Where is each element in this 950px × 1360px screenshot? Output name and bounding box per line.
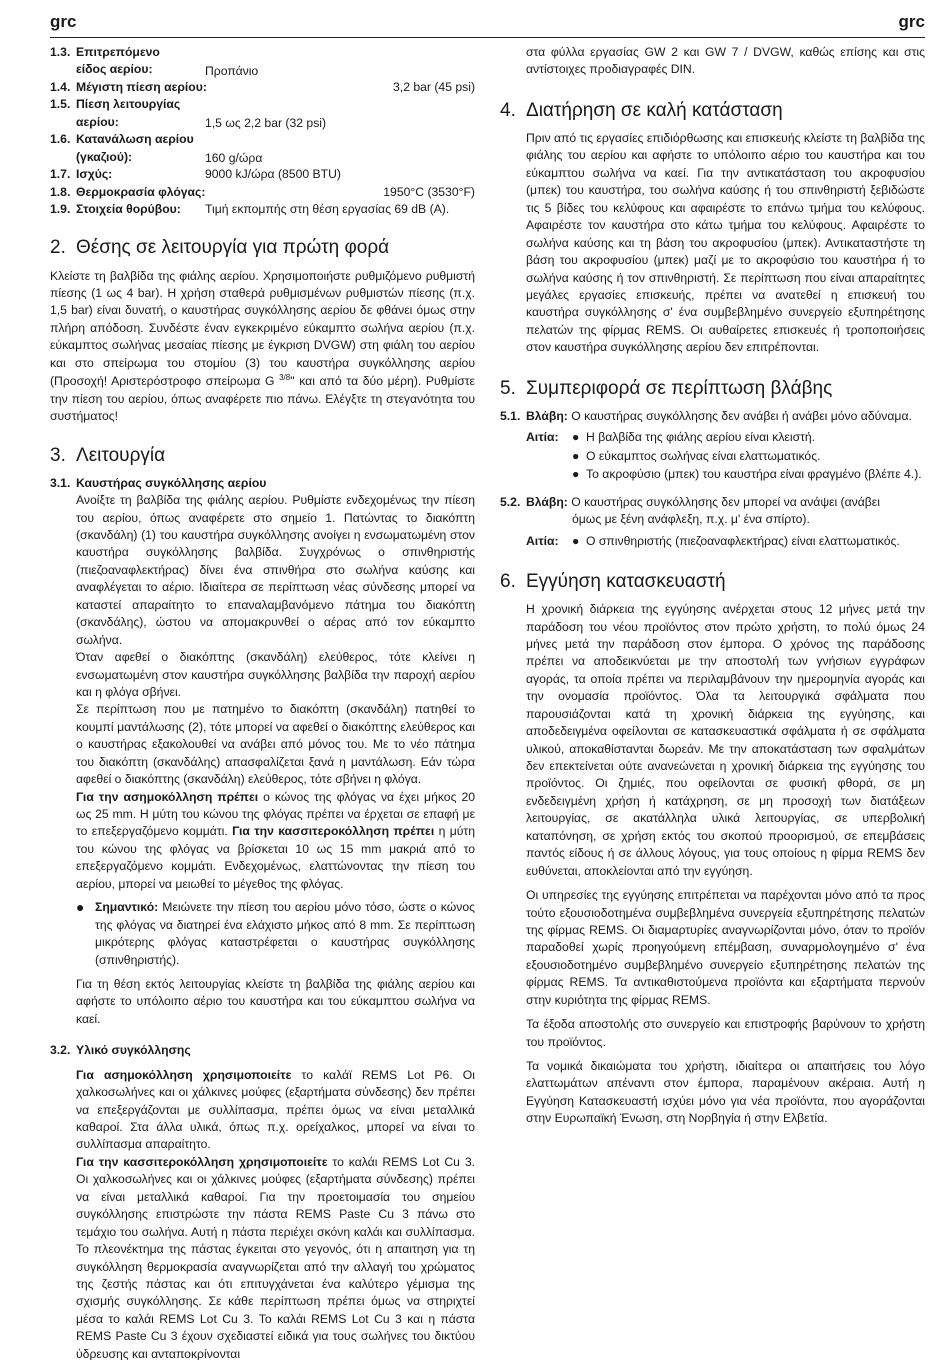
cause-item: Αιτία: ● Η βαλβίδα της φιάλης αερίου είναι κλειστή. — [500, 429, 925, 446]
spec-value: 1950°C (3530°F) — [383, 184, 475, 199]
spec-label: είδος αερίου: — [76, 62, 153, 77]
section-title: Λειτουργία — [76, 444, 166, 466]
superscript: 3/8 — [279, 373, 291, 383]
bullet-icon: ● — [572, 430, 580, 445]
paragraph: Για την ασημοκόλληση πρέπει ο κώνος της φλόγας να έχει μήκος 20 ως 25 mm. Η μύτη του κώνου της φλόγας πρέπει να έρχεται σε επαφή με το επεξεργαζόμενο κομμάτι. Για την κασσιτεροκόλληση πρέπει η μύτη του κώνου της φλόγας να βρίσκεται 10 ως 15 mm μακριά από το επεξεργαζόμενο κομμάτι. Ενδεχομένως, ελαττώνοντας την πίεση του αερίου, μπορεί να μειωθεί το μέγεθος της φλόγας. — [76, 789, 476, 891]
spec-label: Ισχύς: — [76, 167, 113, 182]
spec-value: 3,2 bar (45 psi) — [393, 79, 475, 94]
paragraph: Τα νομικά δικαιώματα του χρήστη, ιδιαίτερα οι απαιτήσεις του λόγο ελαττωμάτων απέναντι στον έμπορα, παραμένουν ακέραια. Αυτή η Εγγύηση Κατασκευαστή ισχύει μόνο για νέα προϊόντα, που αγοράζονται στην Ευρωπαϊκή Ένωση, στη Νορβηγία ή στην Ελβετία. — [526, 1059, 925, 1126]
spec-value: 160 g/ώρα — [205, 151, 263, 166]
subsection-body — [50, 492, 475, 893]
spec-label: (γκαζιού): — [76, 149, 133, 164]
cause-item: Αιτία: ● Ο σπινθηριστής (πιεζοαναφλεκτήρας) είναι ελαττωματικός. — [500, 533, 925, 550]
fault-item: 5.2. Βλάβη: Ο καυστήρας συγκόλλησης δεν μπορεί να ανάψει (ανάβει όμως με ξένη ανάφλεξη, π.χ. μ' ένα σπίρτο). — [500, 494, 880, 527]
section-title: Θέσης σε λειτουργία για πρώτη φορά — [76, 237, 390, 259]
bullet-icon: ● — [572, 533, 580, 548]
spec-row — [50, 44, 475, 79]
section-title: Συμπεριφορά σε περίπτωση βλάβης — [526, 377, 833, 399]
bullet-icon: ● — [572, 448, 580, 463]
left-column — [50, 44, 475, 1360]
spec-num: 1.4. — [50, 79, 71, 94]
bullet-item: ● Σημαντικό: Μειώνετε την πίεση του αερίου μόνο τόσο, ώστε ο κώνος της φλόγας να διατηρεί ένα ελάχιστο μήκος από 8 mm. Σε περίπτωση μικρότερης φλόγας καταστρέφεται ο καυστήρας συγκόλλησης (σπινθηριστής). — [50, 899, 475, 969]
paragraph: Όταν αφεθεί ο διακόπτης (σκανδάλη) ελεύθερος, τότε κλείνει η ενσωματωμένη στον καυστήρα συγκόλλησης βαλβίδα την παροχή αερίου και η φλόγα σβήνει. — [76, 650, 475, 699]
spec-row — [50, 166, 475, 183]
subsection-heading: 3.2. Υλικό συγκόλλησης — [50, 1043, 191, 1058]
paragraph: Η χρονική διάρκεια της εγγύησης ανέρχεται στους 12 μήνες μετά την παράδοση του νέου προϊόντος στον πρώτο χρήστη, το πολύ όμως 24 μήνες μετά την παράδοση στον έμπορα. Ο χρόνος της παράδοσης πρέπει να αποδεικνύεται με την αποστολή των γνήσιων εγγράφων αγοράς, τα οποία πρέπει να περιλαμβάνουν την ημερομηνία αγοράς και την ονομασία προϊόντος. Όλα τα λειτουργικά σφάλματα που παρουσιάζονται κατά τη χρονική διάρκεια της εγγύησης, και αποδεδειγμένα οφείλονται σε κατασκευαστικά σφάλματα ή σε σφάλματα υλικού, αποκαθίστανται δωρεάν. Με την αποκατάσταση των σφαλμάτων δεν επεκτείνεται ούτε ανανεώνεται η χρονική διάρκεια της εγγύησης του προϊόντος. Οι ζημιές, που οφείλονται σε φυσική φθορά, σε μη ενδεδειγμένη χρήση ή κατάχρηση, σε μη προσοχή των διατάξεων λειτουργίας, σε ακατάλληλα υλικά λειτουργίας, σε υπερβολική καταπόνηση, σε χρήση εκτός του σκοπού προορισμού, σε επεμβάσεις παντός είδους ή σε άλλους λόγους, για τους οποίους η φίρμα REMS δεν ευθύνεται, αποκλείονται από την εγγύηση. — [526, 602, 925, 878]
spec-value: 9000 kJ/ώρα (8500 BTU) — [205, 167, 341, 182]
spec-row — [50, 201, 475, 218]
fault-item: 5.1. Βλάβη: Ο καυστήρας συγκόλλησης δεν ανάβει ή ανάβει μόνο αδύναμα. — [500, 408, 912, 423]
spec-num: 1.9. — [50, 201, 71, 216]
section-number: 2. — [50, 237, 66, 259]
paragraph: Οι υπηρεσίες της εγγύησης επιτρέπεται να παρέχονται μόνο από τα προς τούτο εξουσιοδοτημένα συμβεβλημένα συνεργεία εξυπηρέτησης πελατών της φίρμας REMS. Οι διαμαρτυρίες αναγνωρίζονται μόνο, όταν το προϊόν παραδοθεί χωρίς προηγούμενη επέμβαση, συναρμολογημένο σ' ένα εξουσιοδοτημένο συμβεβλημένο συνεργείο εξυπηρέτησης πελατών της φίρμας REMS. Τα αντικαθιστούμενα προϊόντα και εξαρτήματα περνούν στην κυριότητα της φίρμας REMS. — [526, 888, 925, 1007]
spec-num: 1.7. — [50, 167, 71, 182]
spec-value: Τιμή εκπομπής στη θέση εργασίας 69 dB (A). — [205, 201, 450, 216]
header-lang-right: grc — [898, 12, 925, 31]
subsection-body — [500, 44, 925, 79]
spec-value: 1,5 ως 2,2 bar (32 psi) — [205, 116, 327, 131]
section-heading — [500, 375, 925, 402]
header-lang-left: grc — [50, 12, 77, 31]
section-number: 5. — [500, 377, 516, 399]
paragraph: στα φύλλα εργασίας GW 2 και GW 7 / DVGW, καθώς επίσης και στις αντίστοιχες προδιαγραφές DIN. — [526, 45, 925, 77]
spec-num: 1.5. — [50, 97, 71, 112]
spec-row — [50, 184, 475, 201]
spec-value: Προπάνιο — [205, 64, 259, 78]
paragraph: Πριν από τις εργασίες επιδιόρθωσης και επισκευής κλείστε τη βαλβίδα της φιάλης του αερίου και αφήστε το υπόλοιπο αέριο του καυστήρα και του εύκαμπτου σωλήνα να καεί. Για την αντικατάσταση του ακροφυσίου (μπεκ) του καυστήρα, του σωλήνα καύσης ή του σπινθηριστή ξεβιδώστε τις 5 βίδες του κελύφους και αφαιρέστε το επάνω τμήμα του κελύφους. Αφαιρέστε τον καυστήρα στο κάτω τμήμα του κελύφους. Αφαιρέστε το σωλήνα καύσης και τη βάση του ακροφυσίου (μπεκ). Αντικαταστήστε τη βάση του ακροφυσίου (μπεκ) μαζί με το ακροφύσιο του καυστήρα ή το σωλήνα καύσης ή τον σπινθηριστή. Σε περίπτωση που είναι απαραίτητες μεγάλες εργασίες επισκευής, πρέπει να ανατεθεί η επισκευή του καυστήρα συγκόλλησης σ' ένα συμβεβλημένο συνεργείο εξυπηρέτησης πελατών της φίρμας REMS. Οι αυθαίρετες επισκευές ή τροποποιήσεις στον καυστήρα συγκόλλησης αερίου δεν επιτρέπονται. — [526, 131, 925, 355]
section-heading — [50, 442, 475, 469]
spec-label: Επιτρεπόμενο — [76, 45, 160, 59]
spec-row — [50, 79, 475, 96]
paragraph: Ανοίξτε τη βαλβίδα της φιάλης αερίου. Ρυθμίστε ενδεχομένως την πίεση του αερίου, όπως αναφέρετε στο σημείο 1. Πατώντας το διακόπτη (σκανδάλη) (1) του καυστήρα συγκόλλησης ανοίγει η ενσωματωμένη στον καυστήρα συγκόλλησης βαλβίδα. Συγχρόνως ο σπινθηριστής (πιεζοαναφλεκτήρας) δίνει ένα σπινθήρα στο σωλήνα καύσης και αναφλέγεται το αέριο. Ιδιαίτερα σε περίπτωση νέας σύνδεσης μπορεί να καταστεί απαραίτητο το επαναλαμβανόμενο πάτημα του διακόπτη (σκανδάλης), ώστου να απομακρυνθεί ο αέρας από τον εύκαμπτο σωλήνα. — [76, 493, 475, 647]
spec-label: Θερμοκρασία φλόγας: — [76, 184, 206, 199]
spec-label: Μέγιστη πίεση αερίου: — [76, 79, 207, 94]
subsection-body — [50, 1067, 475, 1360]
spec-label: Κατανάλωση αερίου — [76, 132, 194, 147]
paragraph: Σε περίπτωση που με πατημένο το διακόπτη (σκανδάλη) πατηθεί το κουμπί μαντάλωσης (2), τότε μπορεί να αφεθεί ο διακόπτης ελεύθερος και ο καυστήρας εξακολουθεί να ανάβει από μόνος του. Με το νέο πάτημα του διακόπτη (σκανδάλης) απασφαλίζεται ξανά η μαντάλωση. Εάν τώρα αφεθεί ο διακόπτης (σκανδάλη) ελεύθερος, τότε σβήνει η φλόγα. — [76, 702, 475, 787]
spec-label: αερίου: — [76, 114, 119, 129]
spec-row — [50, 131, 475, 166]
spec-label: Πίεση λειτουργίας — [76, 97, 181, 112]
subsection-body — [500, 130, 925, 357]
subsection-body — [50, 976, 475, 1028]
section-title: Διατήρηση σε καλή κατάσταση — [526, 99, 783, 121]
section-number: 3. — [50, 444, 66, 466]
paragraph: Τα έξοδα αποστολής στο συνεργείο και επιστροφής βαρύνουν το χρήστη του προϊόντος. — [526, 1017, 925, 1049]
paragraph: Για ασημοκόλληση χρησιμοποιείτε το καλάϊ REMS Lot P6. Οι χαλκοσωλήνες και οι χάλκινες μούφες (εξαρτήματα σύνδεσης) δεν πρέπει να επεξεργάζονται με συλλίπασμα, πρέπει όμως να είναι μεταλλικά καθαροί. Στα άλλα υλικά, όπως π.χ. ορείχαλκος, μπορεί να είναι το συλλίπασμα απαραίτητο. — [76, 1067, 475, 1152]
spec-list — [50, 44, 475, 218]
section-heading — [500, 568, 925, 595]
section-title: Εγγύηση κατασκευαστή — [526, 570, 726, 592]
paragraph: Για τη θέση εκτός λειτουργίας κλείστε τη βαλβίδα της φιάλης αερίου και αφήστε το υπόλοιπο αέριο του καυστήρα και του εύκαμπτου σωλήνα να καεί. — [76, 976, 475, 1026]
page-header — [50, 10, 925, 38]
section-heading — [50, 234, 475, 261]
section-number: 4. — [500, 99, 516, 121]
bullet-icon: ● — [572, 467, 580, 482]
cause-item: ● Το ακροφύσιο (μπεκ) του καυστήρα είναι φραγμένο (βλέπε 4.). — [500, 466, 925, 483]
spec-row — [50, 96, 475, 131]
paragraph: Για την κασσιτεροκόλληση χρησιμοποιείτε το καλάι REMS Lot Cu 3. Οι χαλκοσωλήνες και οι χάλκινες μούφες (εξαρτήματα σύνδεσης) πρέπει να είναι μεταλλικά καθαροί. Για την προετοιμασία του σημείου συγκόλλησης επιστρώστε την πάστα REMS Paste Cu 3 πάνω στο τεμάχιο του σωλήνα. Αυτή η πάστα περιέχει σκόνη καλάι και συλλίπασμα. Το πλεονέκτημα της πάστας έγκειται στο γεγονός, ότι η απαιτηση για τη συγκόλληση θερμοκρασία αναγνωρίζεται από την αλλαγή του χρώματος της ζεστής πάστας και ότι επιτυγχάνεται ένα καλύτερο γέμισμα της σχισμής συγκόλλησης. Σε κάθε περίπτωση πρέπει όμως να στηριχτεί μέσα το καλάι REMS Lot Cu 3. Το καλάι REMS Lot Cu 3 και η πάστα REMS Paste Cu 3 έχουν σχεδιαστεί ειδικά για τους σωλήνες του δικτύου ύδρευσης και ανταποκρίνονται — [76, 1154, 476, 1360]
spec-num: 1.8. — [50, 184, 71, 199]
bullet-icon: ● — [76, 899, 85, 916]
spec-num: 1.6. — [50, 132, 71, 147]
subsection-body — [500, 601, 925, 1128]
subsection-heading: 3.1. Καυστήρας συγκόλλησης αερίου — [50, 475, 267, 490]
spec-num: 1.3. — [50, 45, 71, 59]
right-column — [500, 44, 925, 1128]
spec-label: Στοιχεία θορύβου: — [76, 201, 181, 216]
paragraph: Κλείστε τη βαλβίδα της φιάλης αερίου. Χρησιμοποιήστε ρυθμιζόμενο ρυθμιστή πίεσης (1 ως 4 bar). Η χρήση σταθερά ρυθμισμένων ρυθμιστών πίεσης (π.χ. 1,5 bar) είναι δυνατή, ο καυστήρας συγκόλλησης αερίου δε φθάνει όμως στην πλήρη απόδοση. Συνδέστε έναν εγκεκριμένο εύκαμπτο σωλήνα αερίου (π.χ. εύκαμπτος σωλήνας μεσαίας πίεσης με έγκριση DVGW) στη φιάλη του αερίου και στο σπείρωμα του στομίου (3) του καυστήρα συγκόλλησης αερίου (Προσοχή! Αριστερόστροφο σπείρωμα G $^{3/8}$" και από τα δύο μέρη). Ρυθμίστε την πίεση του αερίου, όπως αναφέρετε πιο πάνω. Ελέγξτε τη στεγανότητα του συστήματος! — [50, 268, 475, 424]
section-heading — [500, 97, 925, 124]
cause-item: ● Ο εύκαμπτος σωλήνας είναι ελαττωματικός. — [500, 448, 925, 465]
section-number: 6. — [500, 570, 516, 592]
